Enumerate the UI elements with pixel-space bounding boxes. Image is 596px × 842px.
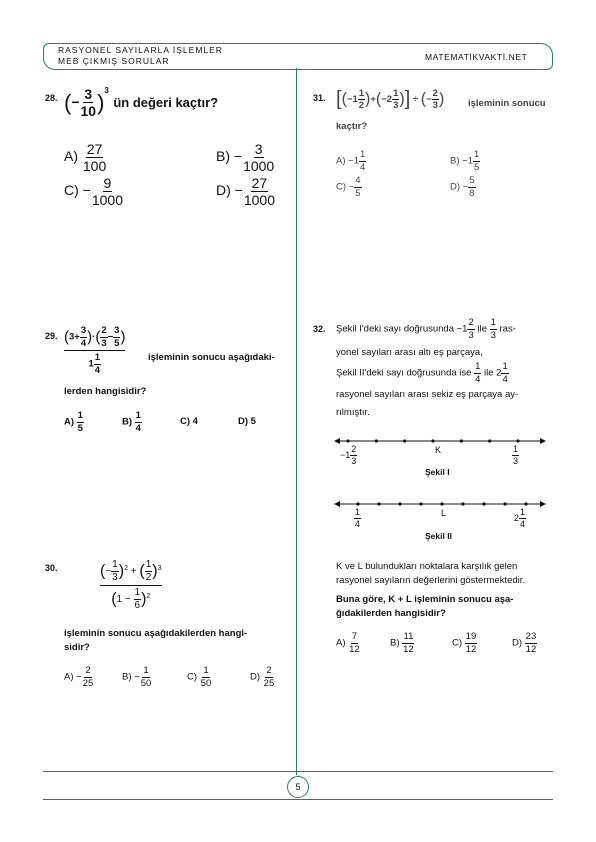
tick-point	[403, 439, 406, 442]
option-value: 5	[250, 416, 256, 427]
q32-line5: rılmıştır.	[336, 407, 370, 418]
option-label: A)	[336, 155, 346, 167]
header-line1: RASYONEL SAYILARLA İŞLEMLER	[58, 45, 223, 55]
option-label: B)	[390, 637, 400, 649]
header-site: MATEMATİKVAKTİ.NET	[425, 52, 528, 62]
option-label: A)	[336, 637, 346, 649]
option-num: 1	[203, 665, 209, 676]
option-label: C)	[452, 637, 463, 649]
option-num: 23	[525, 631, 537, 642]
tick-point	[461, 502, 464, 505]
q28-text: ün değeri kaçtır?	[113, 95, 219, 110]
q30-option-c[interactable]	[187, 666, 212, 688]
footer-line-bottom	[43, 799, 553, 800]
fig2-left-label	[354, 508, 361, 529]
option-label: C)	[187, 671, 198, 683]
q29-text2: lerden hangisidir?	[64, 386, 147, 397]
tick-point	[375, 439, 378, 442]
q28-option-a[interactable]	[64, 142, 107, 173]
option-den: 1000	[243, 192, 276, 208]
fig2-caption: Şekil II	[425, 531, 452, 541]
tick-point	[377, 502, 380, 505]
option-label: B)	[122, 416, 133, 428]
option-den: 5	[473, 161, 480, 173]
option-sign: −	[134, 671, 140, 683]
tick-point	[346, 439, 349, 442]
q28-base-num: 3	[84, 86, 93, 103]
fig2-right-whole: 2	[514, 512, 520, 523]
option-label: B)	[122, 671, 132, 683]
q31-option-a[interactable]	[336, 150, 366, 172]
tick-point	[524, 502, 527, 505]
option-sign: −	[348, 181, 355, 193]
option-den: 12	[349, 643, 360, 655]
option-den: 1000	[243, 158, 275, 174]
q30-expression: (− $\frac{1}{3}$ )$^2$ + ( $\frac{1}{2}$ )$^3$ (1 − $\frac{1}{6}$ )$^2$	[100, 559, 162, 611]
option-label: C)	[180, 416, 191, 427]
q29-option-c[interactable]	[180, 416, 198, 427]
q30-option-a[interactable]	[64, 666, 94, 688]
tick-point	[503, 502, 506, 505]
fig2-left-den: 4	[355, 519, 361, 529]
tick-point	[488, 439, 491, 442]
q31-text2: kaçtır?	[336, 121, 368, 132]
q30-option-d[interactable]	[250, 666, 275, 688]
option-den: 25	[82, 677, 94, 689]
option-label: D)	[216, 182, 231, 199]
option-num: 19	[465, 631, 477, 642]
q31-option-d[interactable]	[450, 176, 476, 198]
option-num: 27	[86, 141, 103, 157]
option-den: 4	[359, 161, 366, 173]
q30-text1: işleminin sonucu aşağıdakilerden hangi-	[64, 628, 248, 639]
q30-text2: sidir?	[64, 642, 90, 653]
q32-line3a: Şekil II'deki sayı doğrusunda ise	[336, 367, 472, 379]
option-label: C)	[336, 181, 347, 193]
option-den: 8	[469, 187, 475, 199]
option-sign: −	[234, 182, 243, 199]
option-label: A)	[64, 148, 78, 165]
option-num: 1	[77, 410, 83, 421]
tick-point	[419, 502, 422, 505]
q32-line2: yonel sayıları arası altı eş parçaya,	[336, 347, 483, 358]
fig1-left-num: 2	[351, 444, 357, 454]
option-label: B)	[450, 155, 460, 167]
q32-line3b: ile	[484, 367, 494, 379]
q29-expression: (3+ $\frac{3}{4}$ )·( $\frac{2}{3}$ − $\frac{3}{5}$ ) 1 $\frac{1}{4}$	[64, 325, 126, 376]
q31-option-b[interactable]	[450, 150, 480, 172]
q32-line1a: Şekil I'deki sayı doğrusunda	[336, 323, 454, 335]
option-label: C)	[64, 182, 79, 199]
fig1-right-num: 1	[513, 444, 519, 454]
tick-point	[398, 502, 401, 505]
q32-line1b: ile	[477, 323, 487, 335]
option-den: 5	[355, 187, 361, 199]
option-label: D)	[450, 181, 461, 193]
option-den: 5	[77, 422, 83, 434]
tick-point	[440, 502, 443, 505]
q28-option-d[interactable]	[216, 176, 276, 207]
q32-line8: Buna göre, K + L işleminin sonucu aşa-	[336, 594, 514, 605]
tick-point	[356, 502, 359, 505]
option-label: D)	[238, 416, 249, 427]
option-label: B)	[216, 148, 230, 165]
q30-number: 30.	[45, 563, 58, 573]
fig1-point-k: K	[435, 445, 442, 455]
option-label: D)	[512, 637, 523, 649]
q31-number: 31.	[313, 93, 326, 103]
fig2-right-den: 4	[520, 519, 526, 529]
option-sign: −	[233, 148, 243, 165]
option-num: 7	[351, 631, 358, 642]
q32-number: 32.	[313, 324, 326, 334]
q32-line9: ğıdakilerden hangisidir?	[336, 608, 446, 619]
option-label: A)	[64, 671, 74, 683]
q28-number: 28.	[45, 93, 58, 103]
q31-text1: işleminin sonucu	[468, 98, 546, 109]
q30-option-b[interactable]	[122, 666, 152, 688]
option-num: 11	[403, 631, 414, 642]
option-num: 1	[135, 410, 141, 421]
tick-point	[482, 502, 485, 505]
option-num: 5	[469, 175, 475, 186]
option-den: 25	[263, 677, 275, 689]
option-den: 100	[82, 158, 107, 174]
option-num: 1	[473, 149, 480, 160]
header-line2: MEB ÇIKMIŞ SORULAR	[58, 55, 170, 66]
option-sign: −1	[348, 155, 359, 167]
option-den: 50	[140, 677, 152, 689]
fig2-left-num: 1	[355, 507, 361, 517]
q28-exponent: 3	[104, 86, 109, 95]
option-num: 9	[103, 175, 112, 191]
tick-point	[516, 439, 519, 442]
q32-line1c: ras-	[499, 323, 516, 335]
q31-expression: [(−1 $\frac{1}{2}$ )+(−2 $\frac{1}{3}$ )] ÷ (− $\frac{2}{3}$ )	[336, 87, 445, 111]
option-num: 27	[251, 175, 268, 191]
fig1-right-label	[512, 445, 519, 466]
option-den: 4	[135, 422, 141, 434]
q32-line1: Şekil I'deki sayı doğrusunda −1 $\frac{2}{3}$ ile $\frac{1}{3}$ ras-	[336, 317, 516, 341]
page-number: 5	[287, 776, 309, 798]
q32-option-d[interactable]	[512, 632, 537, 654]
option-sign: −	[462, 181, 469, 193]
option-num: 1	[359, 149, 366, 160]
option-num: 2	[266, 665, 272, 676]
column-divider	[296, 68, 297, 775]
option-num: 3	[254, 141, 263, 157]
q28-expression: (− $\frac{3}{10}$ )$^3$ ün değeri kaçtır?	[64, 86, 219, 120]
option-label: A)	[64, 416, 75, 428]
q32-option-c[interactable]	[452, 632, 477, 654]
option-value: 4	[192, 416, 198, 427]
option-sign: −1	[462, 155, 473, 167]
tick-point	[460, 439, 463, 442]
q31-option-c[interactable]	[336, 176, 362, 198]
fig1-caption: Şekil I	[425, 467, 450, 477]
q28-base-den: 10	[80, 103, 97, 120]
q32-line3: Şekil II'deki sayı doğrusunda ise $\frac{1}{4}$ ile 2 $\frac{1}{4}$	[336, 361, 508, 385]
q29-option-b[interactable]	[122, 411, 142, 433]
fig2-point-l: L	[441, 508, 447, 518]
option-label: D)	[250, 671, 261, 683]
option-sign: −	[82, 182, 91, 199]
q32-option-a[interactable]	[336, 632, 361, 654]
option-den: 12	[465, 643, 477, 655]
fig1-left-den: 3	[351, 456, 357, 466]
fig1-left-label	[340, 445, 357, 466]
footer-line-top	[43, 771, 553, 772]
fig2-right-label	[514, 508, 526, 529]
q32-line7: rasyonel sayıların değerlerini göstermektedir.	[336, 575, 526, 586]
q29-text1: işleminin sonucu aşağıdaki-	[148, 352, 275, 363]
q32-line4: rasyonel sayıları arası sekiz eş parçaya ay-	[336, 389, 519, 400]
fig1-right-den: 3	[513, 456, 519, 466]
option-num: 2	[85, 665, 91, 676]
fig2-right-num: 1	[520, 507, 526, 517]
fig1-left-whole: −1	[340, 449, 351, 460]
q32-line6: K ve L bulundukları noktalara karşılık gelen	[336, 561, 518, 572]
option-den: 12	[403, 643, 414, 655]
q32-option-b[interactable]	[390, 632, 415, 654]
tick-point	[431, 439, 434, 442]
option-num: 1	[143, 665, 149, 676]
q29-option-a[interactable]	[64, 411, 84, 433]
q28-option-c[interactable]	[64, 176, 124, 207]
header-title	[58, 45, 223, 66]
option-num: 4	[355, 175, 361, 186]
q29-option-d[interactable]	[238, 416, 256, 427]
option-sign: −	[76, 671, 82, 683]
q28-option-b[interactable]	[216, 142, 275, 173]
q29-number: 29.	[45, 331, 58, 341]
option-den: 1000	[91, 192, 124, 208]
option-den: 50	[200, 677, 212, 689]
option-den: 12	[525, 643, 537, 655]
